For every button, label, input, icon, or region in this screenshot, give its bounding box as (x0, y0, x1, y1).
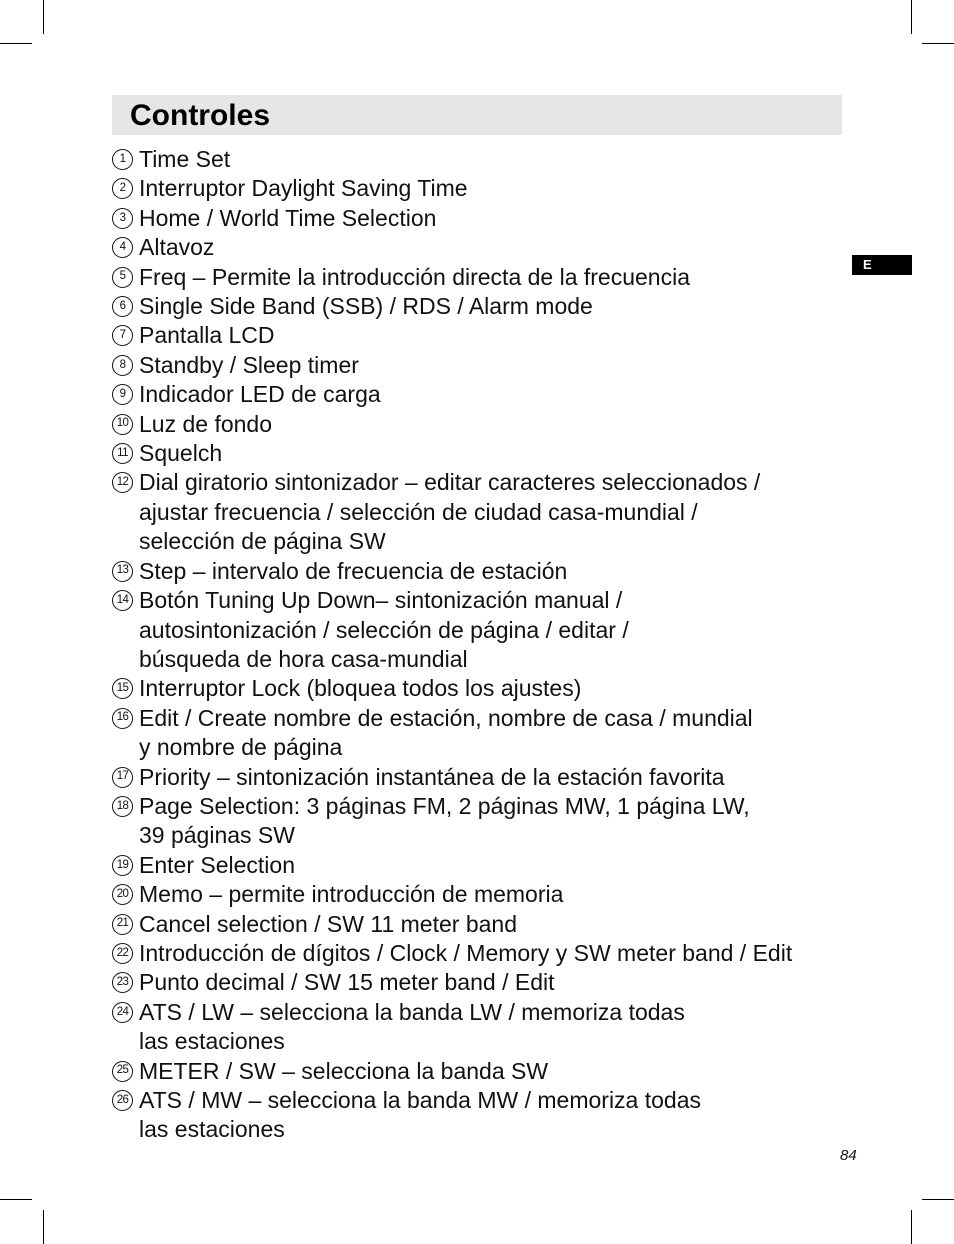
crop-mark (0, 43, 32, 44)
item-number-badge: 4 (112, 237, 133, 258)
item-text-line: Edit / Create nombre de estación, nombre de casa / mundial (139, 704, 753, 731)
item-text-line: Punto decimal / SW 15 meter band / Edit (139, 969, 555, 996)
item-text (139, 263, 690, 292)
crop-mark (43, 0, 44, 34)
page-title: Controles (130, 99, 271, 132)
list-item (112, 763, 852, 792)
item-text-line: las estaciones (139, 1028, 285, 1055)
item-text-line: selección de página SW (139, 528, 386, 555)
item-number-badge: 11 (112, 443, 133, 464)
item-text (139, 998, 685, 1057)
section-header (112, 95, 842, 135)
list-item (112, 145, 852, 174)
item-text-line: Pantalla LCD (139, 322, 275, 349)
list-item (112, 939, 852, 968)
crop-mark (911, 1210, 912, 1244)
item-number-badge: 12 (112, 472, 133, 493)
item-text (139, 704, 753, 763)
item-text (139, 586, 629, 674)
item-text (139, 910, 517, 939)
item-text-line: Cancel selection / SW 11 meter band (139, 910, 517, 937)
list-item (112, 174, 852, 203)
item-number-badge: 16 (112, 708, 133, 729)
item-text (139, 292, 593, 321)
list-item (112, 968, 852, 997)
item-number-badge: 1 (112, 149, 133, 170)
item-number-badge: 7 (112, 325, 133, 346)
item-text (139, 321, 275, 350)
item-text-line: Time Set (139, 146, 231, 172)
item-text-line: Page Selection: 3 páginas FM, 2 páginas MW, 1 página LW, (139, 792, 750, 819)
item-text (139, 351, 359, 380)
item-number-badge: 21 (112, 914, 133, 935)
item-text-line: ATS / LW – selecciona la banda LW / memoriza todas (139, 998, 685, 1025)
list-item (112, 792, 852, 851)
item-number-badge: 19 (112, 855, 133, 876)
list-item (112, 380, 852, 409)
list-item (112, 204, 852, 233)
item-text-line: y nombre de página (139, 734, 343, 761)
item-text (139, 380, 381, 409)
page-number: 84 (840, 1147, 857, 1164)
item-text (139, 763, 725, 792)
item-number-badge: 14 (112, 590, 133, 611)
item-text (139, 968, 554, 997)
item-text (139, 439, 222, 468)
crop-mark (43, 1210, 44, 1244)
item-number-badge: 24 (112, 1002, 133, 1023)
list-item (112, 851, 852, 880)
list-item (112, 998, 852, 1057)
list-item (112, 557, 852, 586)
item-number-badge: 23 (112, 972, 133, 993)
crop-mark (0, 1199, 32, 1200)
item-text-line: autosintonización / selección de página / editar / (139, 616, 629, 643)
item-text-line: Interruptor Lock (bloquea todos los ajustes) (139, 675, 582, 702)
item-text-line: Memo – permite introducción de memoria (139, 881, 564, 908)
list-item (112, 351, 852, 380)
item-text-line: Luz de fondo (139, 410, 273, 437)
list-item (112, 910, 852, 939)
item-text-line: Indicador LED de carga (139, 381, 381, 408)
item-text-line: Introducción de dígitos / Clock / Memory y SW meter band / Edit (139, 939, 793, 966)
item-text-line: Botón Tuning Up Down– sintonización manual / (139, 587, 623, 614)
item-text-line: Step – intervalo de frecuencia de estación (139, 557, 568, 584)
controls-list (112, 145, 852, 1145)
item-text (139, 1057, 548, 1086)
item-text (139, 939, 792, 968)
item-text-line: las estaciones (139, 1116, 285, 1143)
list-item (112, 704, 852, 763)
item-text-line: Squelch (139, 440, 223, 467)
item-text-line: METER / SW – selecciona la banda SW (139, 1057, 549, 1084)
item-text-line: Altavoz (139, 234, 215, 261)
item-number-badge: 22 (112, 943, 133, 964)
list-item (112, 233, 852, 262)
item-number-badge: 20 (112, 884, 133, 905)
list-item (112, 410, 852, 439)
item-text-line: búsqueda de hora casa-mundial (139, 645, 468, 672)
item-text-line: Interruptor Daylight Saving Time (139, 175, 468, 202)
item-text (139, 880, 563, 909)
item-number-badge: 6 (112, 296, 133, 317)
item-text (139, 468, 760, 556)
item-text-line: ATS / MW – selecciona la banda MW / memoriza todas (139, 1087, 701, 1113)
item-number-badge: 15 (112, 678, 133, 699)
item-text-line: 39 páginas SW (139, 822, 295, 849)
list-item (112, 439, 852, 468)
item-number-badge: 17 (112, 767, 133, 788)
item-number-badge: 3 (112, 208, 133, 229)
item-text-line: Priority – sintonización instantánea de la estación favorita (139, 763, 725, 790)
crop-mark (911, 0, 912, 34)
item-number-badge: 18 (112, 796, 133, 817)
language-tab (852, 255, 912, 275)
item-text (139, 174, 468, 203)
item-text (139, 145, 230, 174)
crop-mark (922, 1199, 954, 1200)
item-text-line: Single Side Band (SSB) / RDS / Alarm mode (139, 293, 593, 320)
item-number-badge: 9 (112, 384, 133, 405)
item-text-line: Dial giratorio sintonizador – editar caracteres seleccionados / (139, 469, 761, 496)
list-item (112, 321, 852, 350)
list-item (112, 292, 852, 321)
item-number-badge: 8 (112, 355, 133, 376)
item-text-line: ajustar frecuencia / selección de ciudad casa-mundial / (139, 498, 698, 525)
item-text-line: Home / World Time Selection (139, 204, 437, 231)
list-item (112, 674, 852, 703)
item-number-badge: 5 (112, 267, 133, 288)
item-text (139, 557, 567, 586)
item-text (139, 204, 436, 233)
item-text (139, 410, 272, 439)
item-number-badge: 10 (112, 414, 133, 435)
item-text-line: Freq – Permite la introducción directa de la frecuencia (139, 263, 691, 290)
item-text (139, 674, 581, 703)
item-text (139, 851, 295, 880)
list-item (112, 586, 852, 674)
item-number-badge: 13 (112, 561, 133, 582)
list-item (112, 263, 852, 292)
list-item (112, 880, 852, 909)
item-number-badge: 25 (112, 1061, 133, 1082)
item-text (139, 1086, 701, 1145)
item-text-line: Enter Selection (139, 851, 295, 878)
item-text-line: Standby / Sleep timer (139, 351, 359, 378)
language-tab-label: E (863, 257, 872, 272)
list-item (112, 468, 852, 556)
crop-mark (922, 43, 954, 44)
item-number-badge: 26 (112, 1090, 133, 1111)
list-item (112, 1086, 852, 1145)
list-item (112, 1057, 852, 1086)
item-text (139, 792, 750, 851)
item-number-badge: 2 (112, 178, 133, 199)
item-text (139, 233, 214, 262)
